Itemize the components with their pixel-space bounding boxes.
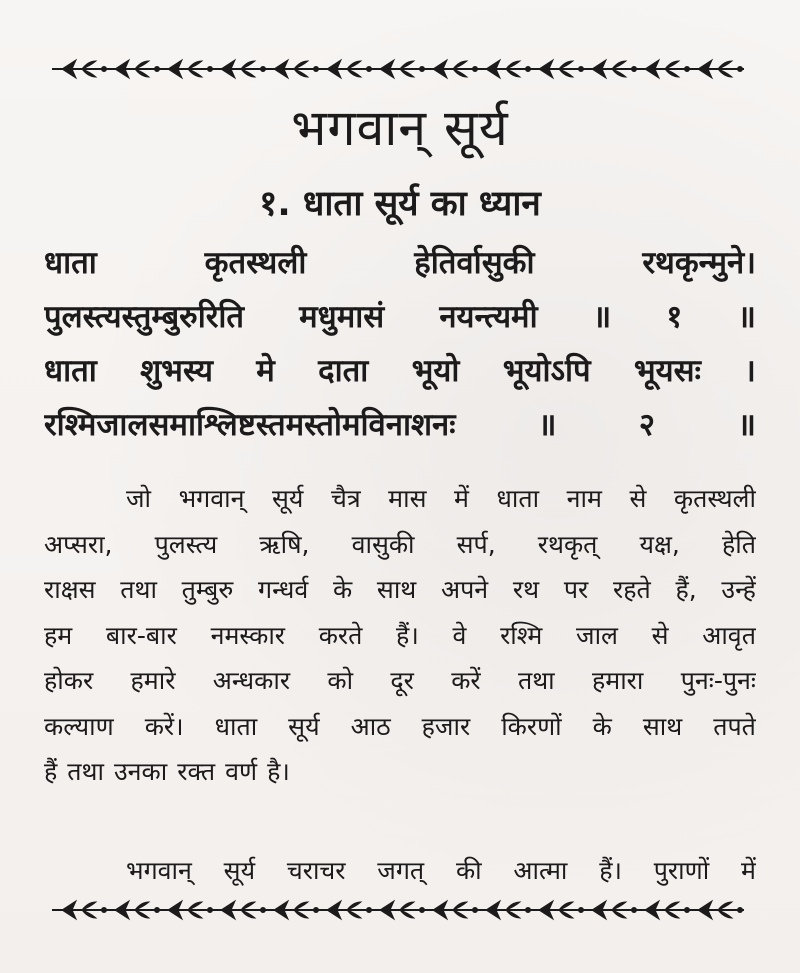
section-heading: १. धाता सूर्य का ध्यान [259,184,541,224]
prose-line: हम बार-बार नमस्कार करते हैं। वे रश्मि जाल से आवृत [44,620,756,650]
verse-line: धाता शुभस्य मे दाता भूयो भूयोऽपि भूयसः । [44,353,756,389]
sanskrit-verses [44,236,756,452]
prose-line: जो भगवान् सूर्य चैत्र मास में धाता नाम से कृतस्थली [126,484,756,513]
prose-line: अप्सरा, पुलस्त्य ऋषि, वासुकी सर्प, रथकृत् यक्ष, हेति [44,529,756,559]
prose-line: होकर हमारे अन्धकार को दूर करें तथा हमारा पुनः-पुनः [44,666,756,695]
closing-paragraph [44,848,756,894]
vine-border-bottom-icon [48,897,748,923]
vine-border-top-icon [48,56,748,82]
page-title: भगवान् सूर्य [291,99,509,157]
prose-line: कल्याण करें। धाता सूर्य आठ हजार किरणों के साथ तपते [44,711,756,741]
prose-line: भगवान् सूर्य चराचर जगत् की आत्मा हैं। पुराणों में [126,856,756,885]
hindi-explanation [44,476,756,795]
prose-line: हैं तथा उनका रक्त वर्ण है। [44,757,290,786]
prose-line: राक्षस तथा तुम्बुरु गन्धर्व के साथ अपने रथ पर रहते हैं, उन्हें [44,575,756,604]
verse-line: पुलस्त्यस्तुम्बुरुरिति मधुमासं नयन्त्यमी ॥ १ ॥ [44,299,756,335]
verse-line: धाता कृतस्थली हेतिर्वासुकी रथकृन्मुने। [44,245,756,281]
verse-line: रश्मिजालसमाश्लिष्टस्तमस्तोमविनाशनः ॥ २ ॥ [44,407,756,443]
